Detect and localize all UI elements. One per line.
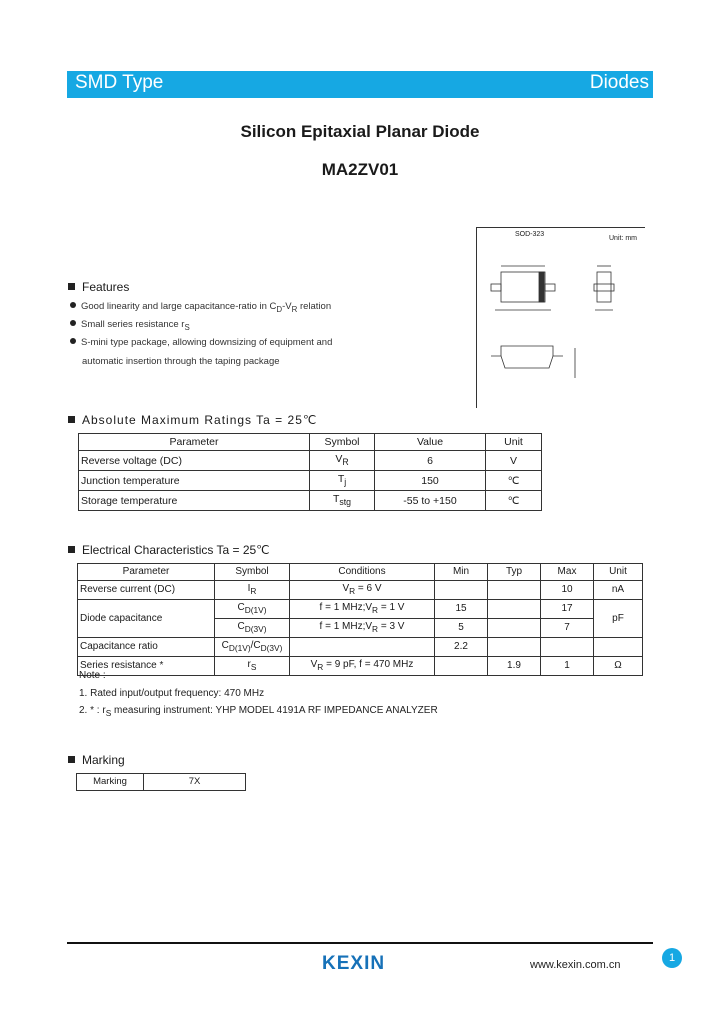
bullet-square-icon	[68, 546, 75, 553]
footer-divider	[67, 942, 653, 944]
electrical-table	[77, 563, 643, 676]
package-unit: Unit: mm	[609, 235, 637, 242]
page-number: 1	[662, 948, 682, 968]
note-item: 2. * : $r_S$ measuring instrument: YHP MODEL 4191A RF IMPEDANCE ANALYZER	[79, 705, 438, 718]
package-outline-drawing	[477, 228, 645, 408]
table-row: $C_{D(3V)}$ f = 1 $MHz;V_R = 3$ V 5 7	[78, 619, 643, 638]
table-row: Marking 7X	[77, 774, 246, 791]
bullet-square-icon	[68, 283, 75, 290]
bullet-dot-icon	[70, 302, 76, 308]
electrical-heading: Electrical Characteristics Ta = 25℃	[68, 543, 270, 557]
table-header-row: Parameter Symbol Conditions Min Typ Max Unit	[78, 564, 643, 581]
kexin-logo: KEXIN	[322, 953, 386, 974]
note-item: 1. Rated input/output frequency: 470 MHz	[79, 688, 265, 699]
marking-heading: Marking	[68, 753, 125, 767]
part-number: MA2ZV01	[321, 160, 399, 179]
header-banner	[67, 71, 653, 98]
document-title: Silicon Epitaxial Planar Diode	[240, 122, 480, 141]
feature-item: Small series resistance $r_S$	[70, 319, 190, 332]
package-name: SOD-323	[515, 231, 545, 238]
table-row: Series resistance * $r_S$ $V_R = 9$ pF, f = 470 MHz 1.9 1 Ω	[78, 657, 643, 676]
table-row: Capacitance ratio $C_{D(1V)}/C_{D(3V)}$ 2.2	[78, 638, 643, 657]
table-row: Junction temperature $T_j$ 150 ℃	[79, 471, 542, 491]
table-row: Diode capacitance $C_{D(1V)}$ f = 1 $MHz;V_R = 1$ V 15 17 pF	[78, 600, 643, 619]
bullet-square-icon	[68, 416, 75, 423]
abs-max-heading: Absolute Maximum Ratings Ta = 25℃	[68, 413, 317, 427]
note-title: Note :	[79, 670, 106, 681]
table-row: Storage temperature $T_{stg}$ -55 to +150 ℃	[79, 491, 542, 511]
table-header-row: Parameter Symbol Value Unit	[79, 434, 542, 451]
package-drawing	[476, 227, 645, 408]
table-row: Reverse current (DC) $I_R$ $V_R = 6$ V 10 nA	[78, 581, 643, 600]
header-type: Diodes	[589, 72, 649, 93]
website-url[interactable]: www.kexin.com.cn	[530, 959, 621, 971]
features-heading: Features	[68, 280, 129, 294]
marking-table	[76, 773, 246, 791]
feature-item-continued: automatic insertion through the taping package	[82, 356, 280, 367]
feature-item: S-mini type package, allowing downsizing of equipment and	[70, 337, 332, 348]
bullet-dot-icon	[70, 320, 76, 326]
table-row: Reverse voltage (DC) $V_R$ 6 V	[79, 451, 542, 471]
feature-item: Good linearity and large capacitance-ratio in $C_D-V_R$ relation	[70, 301, 331, 314]
bullet-dot-icon	[70, 338, 76, 344]
abs-max-table	[78, 433, 542, 511]
header-category: SMD Type	[75, 72, 164, 93]
bullet-square-icon	[68, 756, 75, 763]
